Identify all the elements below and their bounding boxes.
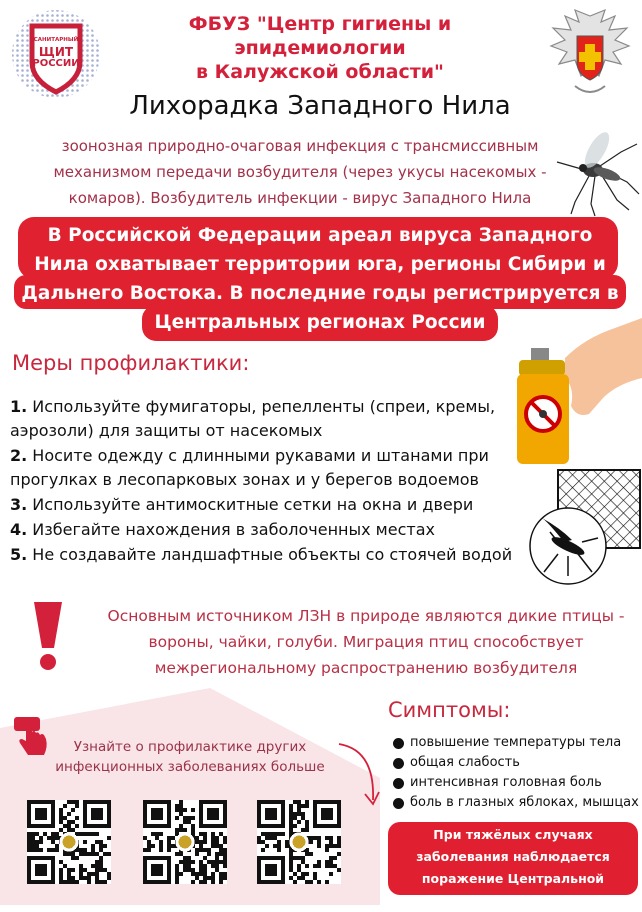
logo-text-line3: РОССИИ (32, 58, 80, 69)
bullet-icon (393, 778, 404, 789)
learn-more-text: Узнайте о профилактике других инфекционных заболеваниях больше (55, 739, 325, 775)
sanitary-shield-logo (10, 8, 102, 100)
prevention-item (10, 395, 550, 443)
prevention-item (10, 493, 550, 517)
qr-code-3[interactable] (257, 800, 341, 884)
prevention-item-text: Используйте фумигаторы, репелленты (спреи, кремы, аэрозоли) для защиты от насекомых (10, 397, 496, 440)
symptom-text: интенсивная головная боль (410, 775, 602, 790)
prevention-item-text: Не создавайте ландшафтные объекты со стоячей водой (27, 545, 513, 564)
org-title-line1: ФБУЗ "Центр гигиены и эпидемиологии (188, 13, 452, 59)
prevention-item-text: Используйте антимоскитные сетки на окна и двери (27, 495, 474, 514)
symptoms-heading: Симптомы: (388, 698, 511, 722)
prevention-item-number: 4. (10, 520, 28, 539)
symptom-item (393, 793, 642, 813)
symptoms-list (393, 733, 642, 813)
bullet-icon (393, 738, 404, 749)
symptom-text: боль в глазных яблоках, мышцах (410, 795, 639, 810)
exclamation-icon (28, 600, 68, 672)
prevention-item-number: 2. (10, 446, 28, 465)
prevention-item (10, 444, 550, 492)
logo-text-line2: ЩИТ (38, 45, 74, 59)
symptom-text: общая слабость (410, 755, 520, 770)
organization-title (105, 12, 535, 84)
symptom-item (393, 753, 642, 773)
prevention-item-number: 1. (10, 397, 28, 416)
symptom-item (393, 773, 642, 793)
mosquito-net-icon (528, 468, 642, 586)
symptom-text: повышение температуры тела (410, 735, 622, 750)
severe-cases-text: При тяжёлых случаях заболевания наблюдается поражение Центральной нервной системы (416, 827, 610, 908)
bullet-icon (393, 798, 404, 809)
prevention-item-number: 3. (10, 495, 28, 514)
disease-definition: зоонозная природно-очаговая инфекция с трансмиссивным механизмом передачи возбудителя (через укусы насекомых - комаров). Возбудитель инфекции - вирус Западного Нила (53, 137, 547, 207)
bird-source-warning: Основным источником ЛЗН в природе являются дикие птицы - вороны, чайки, голуби. Миграция птиц способствует межрегиональному распространению возбудителя (107, 607, 625, 677)
prevention-item (10, 543, 550, 567)
rospotrebnadzor-emblem-icon (545, 6, 635, 102)
prevention-item-text: Избегайте нахождения в заболоченных местах (27, 520, 435, 539)
prevention-heading: Меры профилактики: (12, 351, 250, 375)
symptom-item (393, 733, 642, 753)
region-banner-text: В Российской Федерации ареал вируса Западного Нила охватывает территории юга, регионы Сибири и Дальнего Востока. В последние годы регистрируется в Центральных регионах России (21, 225, 619, 333)
bullet-icon (393, 758, 404, 769)
prevention-list (10, 395, 550, 568)
mosquito-icon (545, 122, 641, 218)
prevention-item (10, 518, 550, 542)
qr-code-1[interactable] (27, 800, 111, 884)
prevention-item-number: 5. (10, 545, 28, 564)
prevention-item-text: Носите одежду с длинными рукавами и штанами при прогулках в лесопарковых зонах и у берегов водоемов (10, 446, 489, 489)
pointing-hand-icon (10, 715, 54, 759)
org-title-line2: в Калужской области" (196, 61, 444, 83)
qr-code-2[interactable] (143, 800, 227, 884)
arrow-icon (335, 740, 385, 810)
logo-text-line1: САНИТАРНЫЙ (33, 37, 79, 43)
page-title: Лихорадка Западного Нила (129, 91, 511, 121)
